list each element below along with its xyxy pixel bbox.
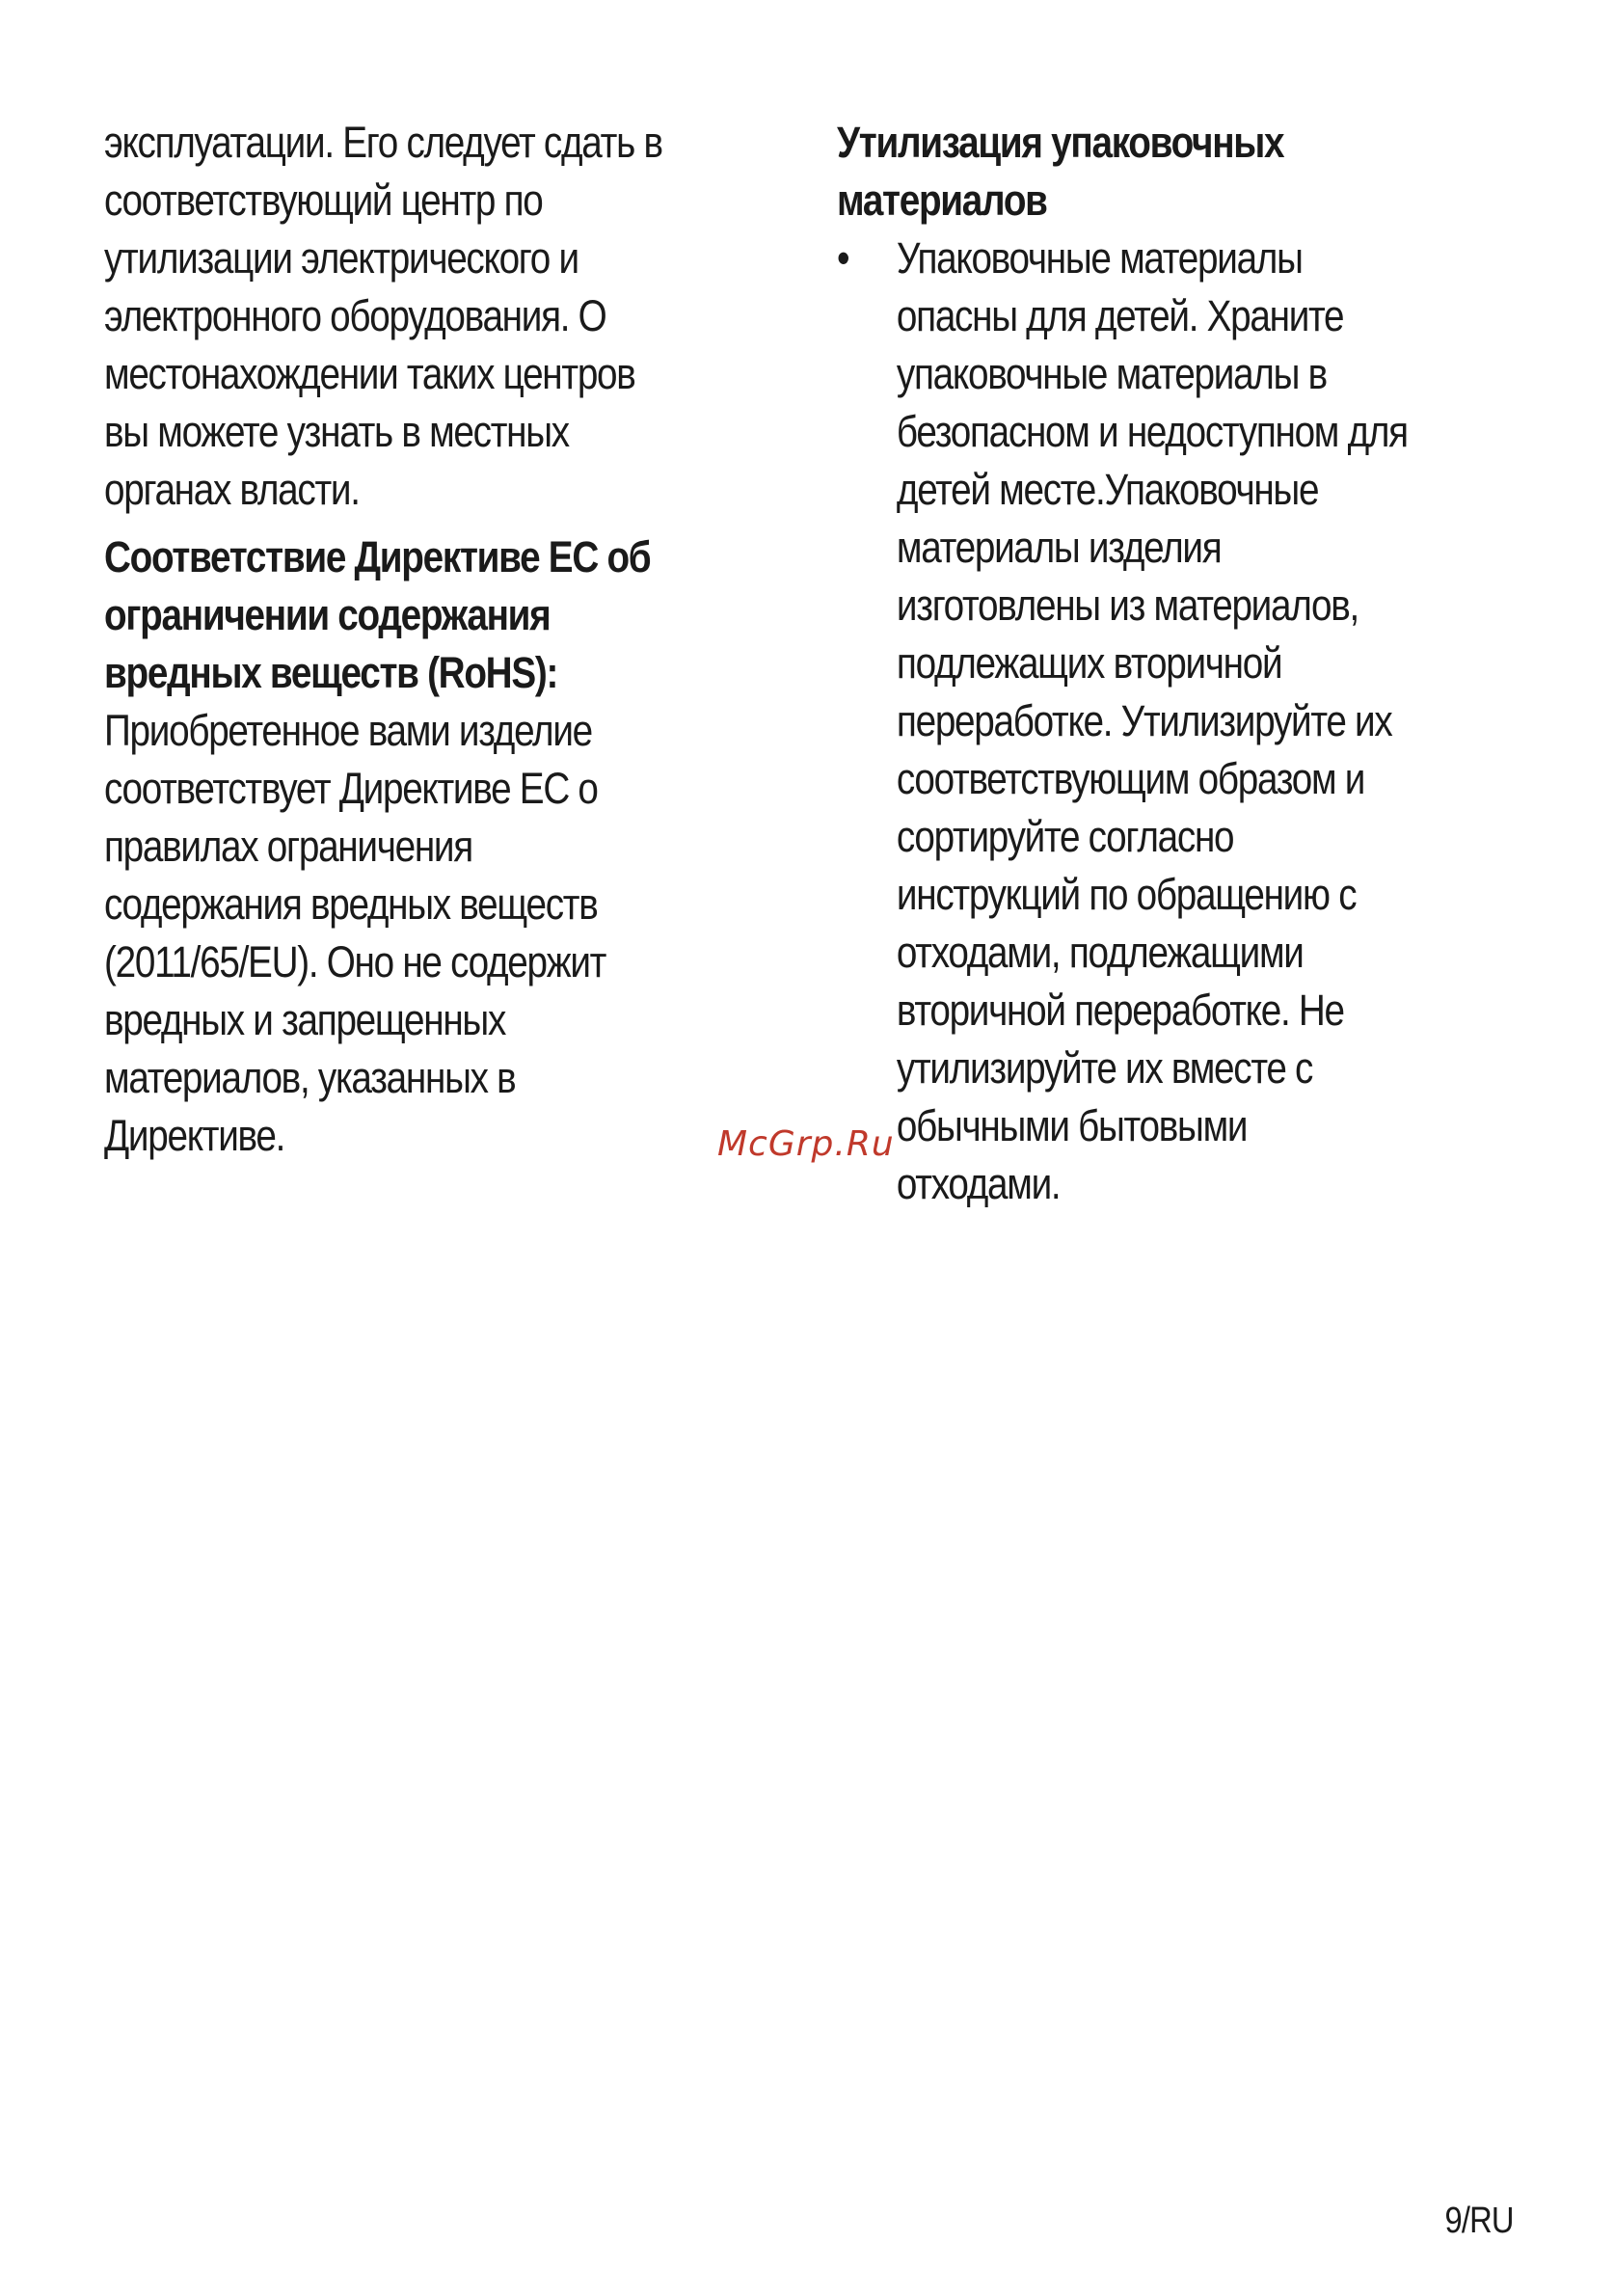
packaging-bullet-item bbox=[837, 230, 1500, 1213]
heading-line: Соответствие Директиве ЕС об bbox=[104, 532, 651, 581]
text-line: эксплуатации. Его следует сдать в bbox=[104, 118, 662, 167]
text-line: соответствующим образом и bbox=[896, 754, 1365, 803]
bullet-icon: • bbox=[837, 233, 849, 283]
disposal-intro-paragraph bbox=[104, 114, 767, 519]
text-line: вредных и запрещенных bbox=[104, 995, 506, 1044]
site-watermark: McGrp.Ru bbox=[717, 1124, 895, 1164]
text-line: (2011/65/EU). Оно не содержит bbox=[104, 937, 606, 986]
text-line: соответствующий центр по bbox=[104, 176, 543, 225]
bullet-text bbox=[897, 230, 1500, 1213]
text-line: обычными бытовыми bbox=[896, 1101, 1248, 1150]
text-line: вы можете узнать в местных bbox=[104, 407, 569, 456]
text-line: изготовлены из материалов, bbox=[896, 581, 1358, 630]
text-line: утилизации электрического и bbox=[104, 233, 578, 283]
text-line: содержания вредных веществ bbox=[104, 879, 598, 929]
heading-line: вредных веществ (RoHS): bbox=[104, 648, 558, 697]
text-line: переработке. Утилизируйте их bbox=[896, 696, 1392, 745]
text-line: отходами. bbox=[896, 1159, 1061, 1208]
text-line: электронного оборудования. О bbox=[104, 291, 606, 340]
text-line: опасны для детей. Храните bbox=[896, 291, 1344, 340]
page-number: 9/RU bbox=[1444, 2201, 1514, 2241]
text-line: инструкций по обращению с bbox=[896, 870, 1357, 919]
text-line: Упаковочные материалы bbox=[896, 233, 1303, 283]
text-line: местонахождении таких центров bbox=[104, 349, 635, 398]
text-line: утилизируйте их вместе с bbox=[896, 1043, 1313, 1093]
heading-line: материалов bbox=[837, 176, 1047, 225]
right-column bbox=[837, 114, 1500, 1213]
text-line: соответствует Директиве ЕС о bbox=[104, 764, 598, 813]
text-line: органах власти. bbox=[104, 465, 360, 514]
text-line: правилах ограничения bbox=[104, 822, 472, 871]
rohs-paragraph bbox=[104, 702, 767, 1165]
text-line: сортируйте согласно bbox=[896, 812, 1234, 861]
text-line: упаковочные материалы в bbox=[896, 349, 1327, 398]
text-line: материалы изделия bbox=[896, 523, 1222, 572]
heading-line: ограничении содержания bbox=[104, 590, 551, 639]
text-line: Приобретенное вами изделие bbox=[104, 706, 592, 755]
text-line: вторичной переработке. Не bbox=[896, 986, 1344, 1035]
text-line: детей месте.Упаковочные bbox=[896, 465, 1319, 514]
packaging-disposal-heading bbox=[837, 114, 1500, 230]
text-line: безопасном и недоступном для bbox=[896, 407, 1408, 456]
rohs-heading bbox=[104, 528, 767, 702]
left-column bbox=[104, 114, 767, 1165]
heading-line: Утилизация упаковочных bbox=[837, 118, 1284, 167]
text-line: подлежащих вторичной bbox=[896, 638, 1282, 688]
text-line: Директиве. bbox=[104, 1111, 285, 1160]
text-line: отходами, подлежащими bbox=[896, 928, 1304, 977]
text-line: материалов, указанных в bbox=[104, 1053, 516, 1102]
